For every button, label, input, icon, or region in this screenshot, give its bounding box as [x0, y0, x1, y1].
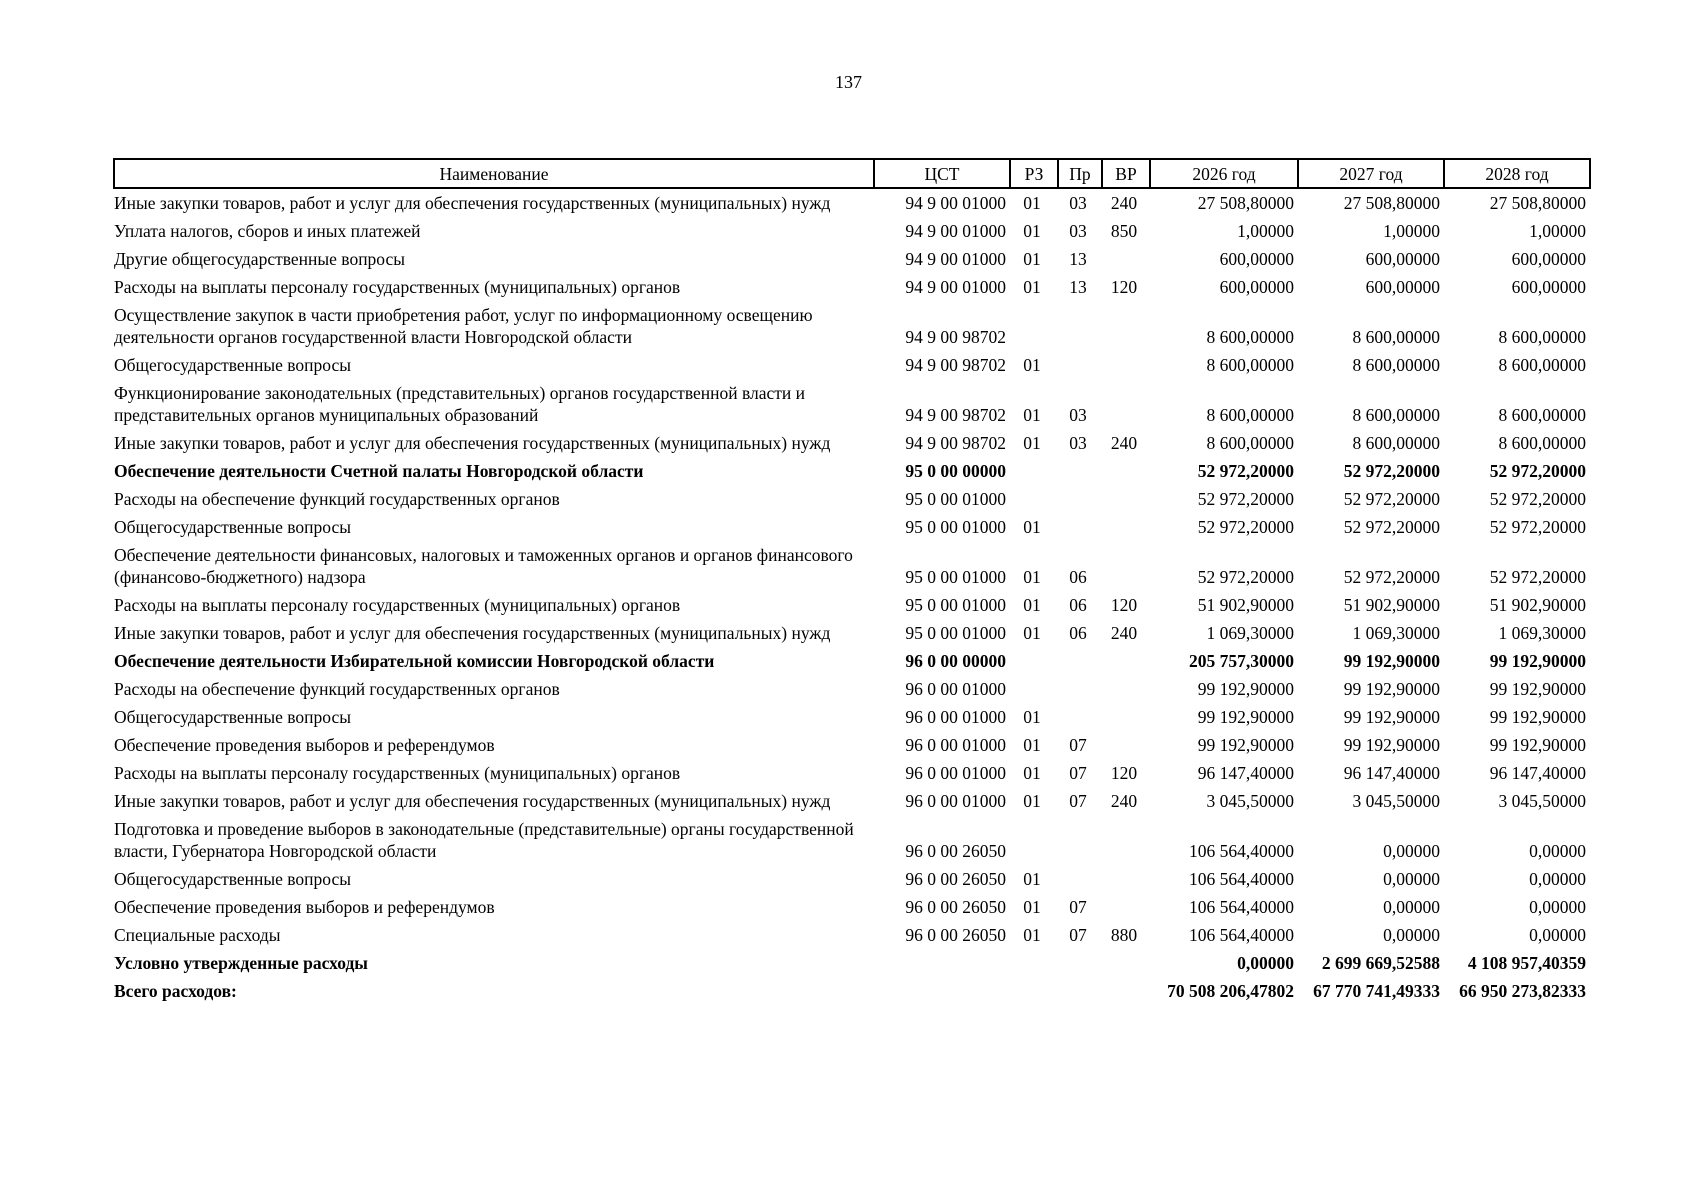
cell-cst: 95 0 00 01000 — [905, 517, 1006, 537]
cell-name: Обеспечение деятельности Избирательной комиссии Новгородской области — [114, 651, 715, 671]
cell-rz — [1010, 949, 1058, 977]
cell-2027: 8 600,00000 — [1352, 405, 1440, 425]
cell-rz — [1010, 485, 1058, 513]
cell-pr — [1058, 865, 1102, 893]
cell-2027: 8 600,00000 — [1352, 433, 1440, 453]
cell-rz: 01 — [1023, 433, 1041, 453]
cell-rz: 01 — [1023, 221, 1041, 241]
cell-rz — [1010, 977, 1058, 1005]
header-pr: Пр — [1058, 159, 1102, 188]
cell-2028: 600,00000 — [1511, 277, 1586, 297]
cell-vr — [1102, 815, 1150, 865]
cell-2027: 3 045,50000 — [1352, 791, 1440, 811]
cell-2028: 66 950 273,82333 — [1459, 981, 1586, 1001]
table-row — [114, 379, 1590, 429]
cell-2027: 8 600,00000 — [1352, 355, 1440, 375]
cell-name: Расходы на выплаты персоналу государственных (муниципальных) органов — [114, 277, 681, 297]
table-row — [114, 245, 1590, 273]
table-row — [114, 301, 1590, 351]
cell-name: Подготовка и проведение выборов в законодательные (представительные) органы государственной власти, Губернатора Новгородской области — [114, 819, 854, 861]
cell-2026: 106 564,40000 — [1189, 925, 1294, 945]
cell-pr — [1058, 949, 1102, 977]
cell-cst: 96 0 00 00000 — [905, 651, 1006, 671]
cell-rz: 01 — [1023, 735, 1041, 755]
cell-name: Иные закупки товаров, работ и услуг для обеспечения государственных (муниципальных) нужд — [114, 433, 831, 453]
cell-2028: 8 600,00000 — [1498, 355, 1586, 375]
cell-2028: 8 600,00000 — [1498, 327, 1586, 347]
table-row — [114, 949, 1590, 977]
cell-2027: 52 972,20000 — [1343, 567, 1440, 587]
cell-name: Иные закупки товаров, работ и услуг для обеспечения государственных (муниципальных) нужд — [114, 623, 831, 643]
cell-vr — [1102, 675, 1150, 703]
table-row — [114, 759, 1590, 787]
cell-2026: 27 508,80000 — [1197, 193, 1294, 213]
cell-name: Расходы на выплаты персоналу государственных (муниципальных) органов — [114, 595, 681, 615]
cell-cst: 96 0 00 01000 — [905, 707, 1006, 727]
cell-pr: 07 — [1069, 925, 1087, 945]
table-row — [114, 351, 1590, 379]
cell-pr: 06 — [1069, 567, 1087, 587]
table-row — [114, 485, 1590, 513]
cell-cst: 94 9 00 98702 — [905, 355, 1006, 375]
cell-name: Общегосударственные вопросы — [114, 707, 352, 727]
cell-2027: 0,00000 — [1383, 897, 1440, 917]
cell-vr — [1102, 865, 1150, 893]
cell-rz: 01 — [1023, 517, 1041, 537]
cell-cst: 94 9 00 98702 — [905, 433, 1006, 453]
header-row — [114, 159, 1590, 188]
cell-2026: 0,00000 — [1237, 953, 1294, 973]
cell-2027: 99 192,90000 — [1343, 651, 1440, 671]
cell-2027: 99 192,90000 — [1343, 679, 1440, 699]
table-row — [114, 513, 1590, 541]
cell-2027: 600,00000 — [1365, 277, 1440, 297]
cell-2026: 52 972,20000 — [1197, 461, 1294, 481]
cell-pr: 07 — [1069, 791, 1087, 811]
cell-cst: 96 0 00 26050 — [905, 869, 1006, 889]
cell-2026: 99 192,90000 — [1197, 707, 1294, 727]
cell-cst: 95 0 00 01000 — [905, 567, 1006, 587]
cell-name: Общегосударственные вопросы — [114, 517, 352, 537]
header-rz: РЗ — [1010, 159, 1058, 188]
cell-rz: 01 — [1023, 925, 1041, 945]
table-row — [114, 188, 1590, 217]
cell-2026: 1,00000 — [1237, 221, 1294, 241]
cell-2028: 4 108 957,40359 — [1467, 953, 1586, 973]
cell-2028: 8 600,00000 — [1498, 433, 1586, 453]
cell-2026: 1 069,30000 — [1206, 623, 1294, 643]
cell-2026: 8 600,00000 — [1206, 327, 1294, 347]
cell-rz: 01 — [1023, 791, 1041, 811]
cell-2028: 0,00000 — [1529, 841, 1586, 861]
cell-vr — [1102, 351, 1150, 379]
cell-rz: 01 — [1023, 277, 1041, 297]
cell-rz: 01 — [1023, 567, 1041, 587]
table-row — [114, 273, 1590, 301]
cell-vr — [1102, 731, 1150, 759]
cell-cst: 96 0 00 01000 — [905, 763, 1006, 783]
cell-name: Обеспечение деятельности Счетной палаты Новгородской области — [114, 461, 644, 481]
cell-cst: 94 9 00 98702 — [905, 327, 1006, 347]
cell-2026: 106 564,40000 — [1189, 841, 1294, 861]
cell-2028: 52 972,20000 — [1489, 461, 1586, 481]
cell-pr — [1058, 457, 1102, 485]
cell-2028: 52 972,20000 — [1489, 567, 1586, 587]
cell-vr — [1102, 647, 1150, 675]
cell-name: Осуществление закупок в части приобретения работ, услуг по информационному освещению деятельности органов государственной власти Новгородской области — [114, 305, 813, 347]
cell-cst: 96 0 00 26050 — [905, 841, 1006, 861]
cell-pr — [1058, 977, 1102, 1005]
cell-2027: 1 069,30000 — [1352, 623, 1440, 643]
cell-rz: 01 — [1023, 595, 1041, 615]
cell-name: Специальные расходы — [114, 925, 281, 945]
cell-rz — [1010, 815, 1058, 865]
cell-name: Другие общегосударственные вопросы — [114, 249, 406, 269]
cell-vr — [1102, 949, 1150, 977]
cell-vr: 120 — [1110, 595, 1138, 615]
cell-pr: 06 — [1069, 595, 1087, 615]
table-row — [114, 977, 1590, 1005]
cell-vr — [1102, 513, 1150, 541]
table-row — [114, 591, 1590, 619]
cell-cst: 96 0 00 26050 — [905, 897, 1006, 917]
cell-2026: 8 600,00000 — [1206, 433, 1294, 453]
cell-2027: 96 147,40000 — [1343, 763, 1440, 783]
cell-rz: 01 — [1023, 763, 1041, 783]
cell-2028: 0,00000 — [1529, 925, 1586, 945]
cell-2027: 600,00000 — [1365, 249, 1440, 269]
cell-pr — [1058, 513, 1102, 541]
table-row — [114, 675, 1590, 703]
header-2026: 2026 год — [1150, 159, 1298, 188]
cell-cst: 96 0 00 01000 — [905, 679, 1006, 699]
cell-2028: 600,00000 — [1511, 249, 1586, 269]
cell-2028: 52 972,20000 — [1489, 517, 1586, 537]
cell-2027: 27 508,80000 — [1343, 193, 1440, 213]
cell-vr — [1102, 977, 1150, 1005]
table-row — [114, 731, 1590, 759]
header-2028: 2028 год — [1444, 159, 1590, 188]
cell-pr — [1058, 703, 1102, 731]
table-row — [114, 217, 1590, 245]
cell-2027: 0,00000 — [1383, 841, 1440, 861]
cell-name: Функционирование законодательных (представительных) органов государственной власти и представительных органов муниципальных образований — [114, 383, 806, 425]
table-row — [114, 429, 1590, 457]
cell-vr: 880 — [1110, 925, 1138, 945]
cell-vr: 240 — [1110, 433, 1138, 453]
cell-2028: 99 192,90000 — [1489, 679, 1586, 699]
cell-name: Обеспечение деятельности финансовых, налоговых и таможенных органов и органов финансового (финансово-бюджетного) надзора — [114, 545, 853, 587]
cell-vr — [1102, 245, 1150, 273]
cell-2026: 106 564,40000 — [1189, 897, 1294, 917]
cell-cst: 95 0 00 00000 — [905, 461, 1006, 481]
cell-pr — [1058, 675, 1102, 703]
cell-rz — [1010, 457, 1058, 485]
cell-rz: 01 — [1023, 707, 1041, 727]
cell-pr — [1058, 485, 1102, 513]
cell-pr: 07 — [1069, 897, 1087, 917]
cell-2028: 8 600,00000 — [1498, 405, 1586, 425]
cell-name: Условно утвержденные расходы — [114, 953, 368, 973]
table-row — [114, 921, 1590, 949]
cell-2027: 0,00000 — [1383, 869, 1440, 889]
cell-cst — [874, 949, 1010, 977]
cell-name: Расходы на обеспечение функций государственных органов — [114, 679, 560, 699]
cell-rz: 01 — [1023, 355, 1041, 375]
header-vr: ВР — [1102, 159, 1150, 188]
cell-pr: 06 — [1069, 623, 1087, 643]
table-row — [114, 647, 1590, 675]
cell-2026: 99 192,90000 — [1197, 679, 1294, 699]
cell-vr — [1102, 541, 1150, 591]
cell-2026: 600,00000 — [1219, 277, 1294, 297]
cell-2028: 1,00000 — [1529, 221, 1586, 241]
cell-vr: 240 — [1110, 193, 1138, 213]
cell-pr — [1058, 351, 1102, 379]
cell-2027: 52 972,20000 — [1343, 517, 1440, 537]
cell-vr: 120 — [1110, 763, 1138, 783]
cell-name: Иные закупки товаров, работ и услуг для обеспечения государственных (муниципальных) нужд — [114, 791, 831, 811]
cell-cst: 94 9 00 98702 — [905, 405, 1006, 425]
cell-vr — [1102, 379, 1150, 429]
cell-2027: 52 972,20000 — [1343, 489, 1440, 509]
cell-2026: 52 972,20000 — [1197, 567, 1294, 587]
cell-cst: 94 9 00 01000 — [905, 221, 1006, 241]
cell-2028: 0,00000 — [1529, 869, 1586, 889]
cell-2028: 27 508,80000 — [1489, 193, 1586, 213]
cell-name: Иные закупки товаров, работ и услуг для обеспечения государственных (муниципальных) нужд — [114, 193, 831, 213]
table-row — [114, 893, 1590, 921]
cell-2028: 3 045,50000 — [1498, 791, 1586, 811]
cell-name: Уплата налогов, сборов и иных платежей — [114, 221, 421, 241]
cell-2028: 52 972,20000 — [1489, 489, 1586, 509]
cell-cst: 95 0 00 01000 — [905, 623, 1006, 643]
cell-rz: 01 — [1023, 405, 1041, 425]
cell-name: Обеспечение проведения выборов и референдумов — [114, 897, 495, 917]
table-row — [114, 619, 1590, 647]
cell-2027: 99 192,90000 — [1343, 707, 1440, 727]
cell-2026: 106 564,40000 — [1189, 869, 1294, 889]
table-body — [114, 188, 1590, 1005]
cell-2026: 52 972,20000 — [1197, 517, 1294, 537]
header-cst: ЦСТ — [874, 159, 1010, 188]
cell-2027: 99 192,90000 — [1343, 735, 1440, 755]
cell-2027: 1,00000 — [1383, 221, 1440, 241]
cell-pr: 13 — [1069, 249, 1087, 269]
cell-pr — [1058, 301, 1102, 351]
cell-vr — [1102, 457, 1150, 485]
table-row — [114, 865, 1590, 893]
cell-2026: 52 972,20000 — [1197, 489, 1294, 509]
cell-2026: 3 045,50000 — [1206, 791, 1294, 811]
cell-name: Общегосударственные вопросы — [114, 869, 352, 889]
cell-pr: 13 — [1069, 277, 1087, 297]
cell-vr: 850 — [1110, 221, 1138, 241]
cell-name: Расходы на выплаты персоналу государственных (муниципальных) органов — [114, 763, 681, 783]
cell-cst: 96 0 00 01000 — [905, 735, 1006, 755]
table-row — [114, 457, 1590, 485]
cell-rz — [1010, 647, 1058, 675]
cell-cst: 96 0 00 01000 — [905, 791, 1006, 811]
cell-name: Всего расходов: — [114, 981, 237, 1001]
cell-cst: 96 0 00 26050 — [905, 925, 1006, 945]
header-name: Наименование — [114, 159, 874, 188]
cell-cst: 94 9 00 01000 — [905, 193, 1006, 213]
table-row — [114, 815, 1590, 865]
cell-2026: 96 147,40000 — [1197, 763, 1294, 783]
cell-pr — [1058, 647, 1102, 675]
cell-rz: 01 — [1023, 897, 1041, 917]
cell-pr: 03 — [1069, 193, 1087, 213]
cell-pr — [1058, 815, 1102, 865]
cell-2028: 99 192,90000 — [1489, 707, 1586, 727]
cell-2026: 99 192,90000 — [1197, 735, 1294, 755]
cell-2028: 96 147,40000 — [1489, 763, 1586, 783]
cell-2028: 1 069,30000 — [1498, 623, 1586, 643]
table-row — [114, 703, 1590, 731]
cell-name: Общегосударственные вопросы — [114, 355, 352, 375]
cell-vr — [1102, 703, 1150, 731]
table-row — [114, 541, 1590, 591]
cell-2026: 70 508 206,47802 — [1167, 981, 1294, 1001]
cell-2028: 0,00000 — [1529, 897, 1586, 917]
header-2027: 2027 год — [1298, 159, 1444, 188]
cell-2028: 99 192,90000 — [1489, 735, 1586, 755]
cell-vr — [1102, 301, 1150, 351]
cell-vr: 240 — [1110, 623, 1138, 643]
cell-vr: 120 — [1110, 277, 1138, 297]
cell-pr: 03 — [1069, 405, 1087, 425]
cell-pr: 07 — [1069, 763, 1087, 783]
cell-2026: 51 902,90000 — [1197, 595, 1294, 615]
cell-2027: 51 902,90000 — [1343, 595, 1440, 615]
cell-name: Обеспечение проведения выборов и референдумов — [114, 735, 495, 755]
cell-2027: 2 699 669,52588 — [1321, 953, 1440, 973]
cell-cst — [874, 977, 1010, 1005]
cell-pr: 03 — [1069, 433, 1087, 453]
cell-rz: 01 — [1023, 869, 1041, 889]
cell-pr: 07 — [1069, 735, 1087, 755]
cell-cst: 95 0 00 01000 — [905, 489, 1006, 509]
cell-2027: 0,00000 — [1383, 925, 1440, 945]
cell-2026: 600,00000 — [1219, 249, 1294, 269]
cell-rz: 01 — [1023, 623, 1041, 643]
cell-rz: 01 — [1023, 249, 1041, 269]
cell-2028: 99 192,90000 — [1489, 651, 1586, 671]
cell-2026: 8 600,00000 — [1206, 405, 1294, 425]
cell-2026: 205 757,30000 — [1189, 651, 1294, 671]
cell-2028: 51 902,90000 — [1489, 595, 1586, 615]
table-row — [114, 787, 1590, 815]
cell-vr: 240 — [1110, 791, 1138, 811]
cell-2027: 8 600,00000 — [1352, 327, 1440, 347]
cell-cst: 94 9 00 01000 — [905, 277, 1006, 297]
cell-pr: 03 — [1069, 221, 1087, 241]
cell-2027: 52 972,20000 — [1343, 461, 1440, 481]
cell-rz: 01 — [1023, 193, 1041, 213]
cell-rz — [1010, 301, 1058, 351]
cell-vr — [1102, 485, 1150, 513]
budget-table — [113, 158, 1591, 1005]
cell-cst: 94 9 00 01000 — [905, 249, 1006, 269]
page-number: 137 — [835, 72, 862, 92]
cell-cst: 95 0 00 01000 — [905, 595, 1006, 615]
cell-name: Расходы на обеспечение функций государственных органов — [114, 489, 560, 509]
cell-2027: 67 770 741,49333 — [1313, 981, 1440, 1001]
cell-rz — [1010, 675, 1058, 703]
cell-2026: 8 600,00000 — [1206, 355, 1294, 375]
cell-vr — [1102, 893, 1150, 921]
